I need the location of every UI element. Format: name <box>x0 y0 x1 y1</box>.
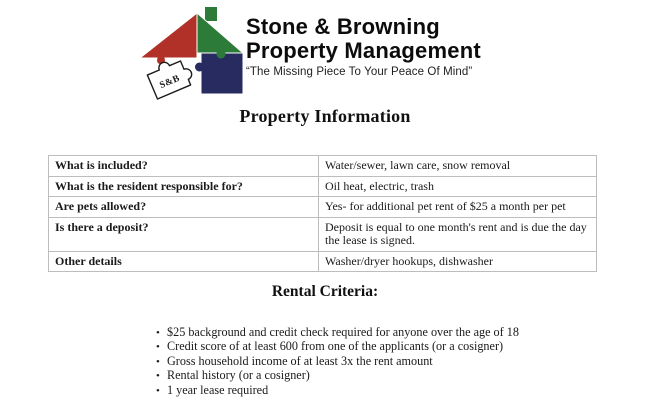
rental-criteria-list <box>156 325 519 397</box>
roof-left-red-puzzle-piece <box>140 13 197 65</box>
list-item: • Gross household income of at least 3x the rent amount <box>156 354 519 368</box>
table-row <box>49 251 597 272</box>
property-question: What is the resident responsible for? <box>49 176 319 197</box>
property-value: Yes- for additional pet rent of $25 a month per pet <box>319 197 597 218</box>
property-info-table-body <box>49 156 597 272</box>
table-row <box>49 156 597 177</box>
sb-white-puzzle-piece <box>145 54 196 99</box>
company-logo-house-puzzle-icon <box>137 5 249 103</box>
property-info-table <box>48 155 597 272</box>
house-wall-navy-puzzle-piece <box>201 53 243 94</box>
company-name-line2: Property Management <box>246 38 481 63</box>
rental-criteria-title: Rental Criteria: <box>271 283 379 300</box>
property-value: Oil heat, electric, trash <box>319 176 597 197</box>
table-row <box>49 217 597 251</box>
puzzle-knob-icon <box>195 63 204 72</box>
property-value: Washer/dryer hookups, dishwasher <box>319 251 597 272</box>
company-tagline: “The Missing Piece To Your Peace Of Mind” <box>246 66 473 78</box>
property-question: Are pets allowed? <box>49 197 319 218</box>
list-item: • $25 background and credit check required for anyone over the age of 18 <box>156 325 519 339</box>
list-item: • Credit score of at least 600 from one of the applicants (or a cosigner) <box>156 339 519 353</box>
list-item: • Rental history (or a cosigner) <box>156 368 519 382</box>
table-row <box>49 176 597 197</box>
company-name-line1: Stone & Browning <box>246 14 440 39</box>
chimney-shape <box>205 7 217 21</box>
brand-block <box>246 15 481 78</box>
property-question: What is included? <box>49 156 319 177</box>
property-question: Other details <box>49 251 319 272</box>
property-information-title: Property Information <box>239 106 411 126</box>
puzzle-knob-icon <box>217 50 226 59</box>
table-row <box>49 197 597 218</box>
property-value: Deposit is equal to one month's rent and is due the day the lease is signed. <box>319 217 597 251</box>
property-value: Water/sewer, lawn care, snow removal <box>319 156 597 177</box>
roof-right-green-puzzle-piece <box>197 13 243 53</box>
property-question: Is there a deposit? <box>49 217 319 251</box>
sb-badge-text: S&B <box>158 73 182 92</box>
list-item: • 1 year lease required <box>156 383 519 397</box>
